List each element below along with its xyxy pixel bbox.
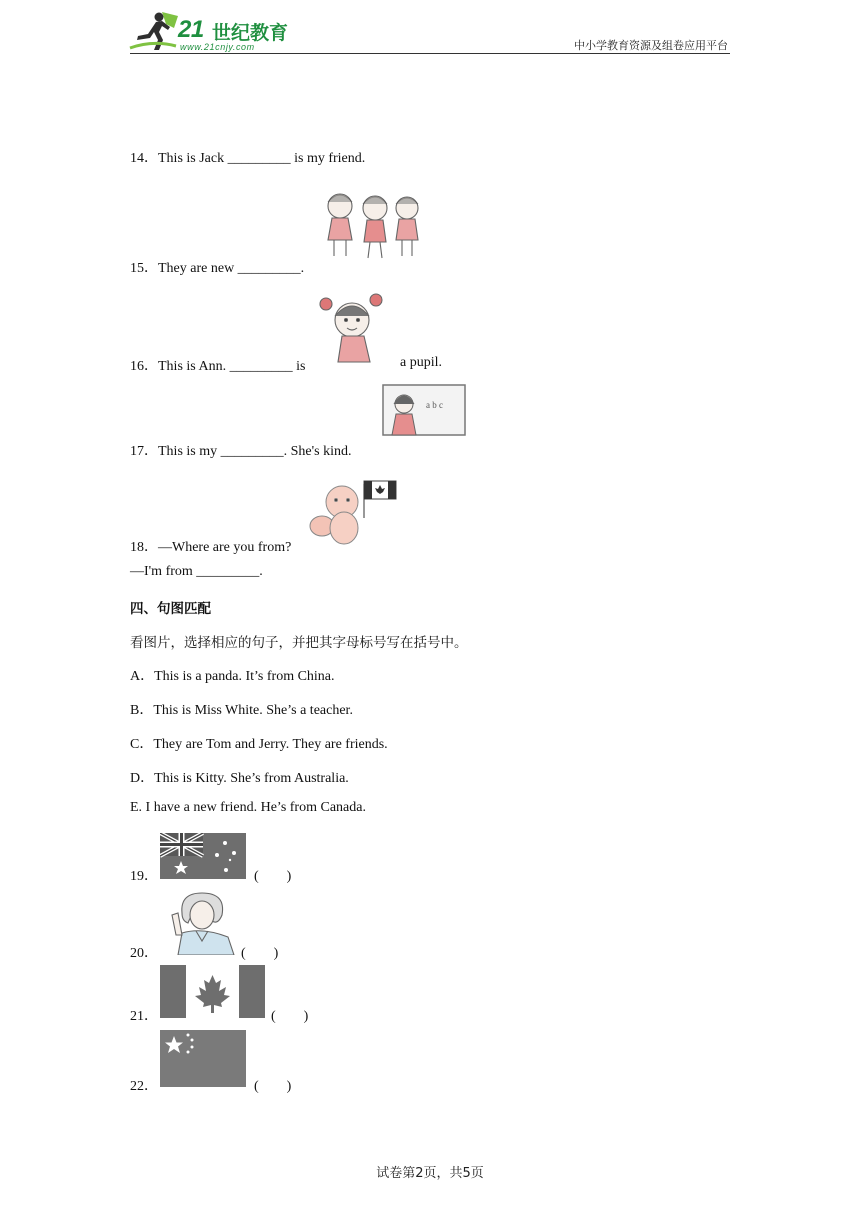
question-17 [130, 440, 351, 460]
item-20-number: 20． [130, 946, 158, 961]
item-21-number: 21． [130, 1009, 158, 1024]
svg-text:a b c: a b c [426, 400, 443, 410]
option-d: D．This is Kitty. She’s from Australia. [130, 771, 349, 786]
canada-flag-picture [160, 965, 265, 1018]
question-number: 15． [130, 261, 158, 276]
teacher-woman-picture [168, 891, 236, 955]
item-19-number: 19． [130, 869, 158, 884]
question-number: 17． [130, 444, 158, 459]
header-divider [130, 53, 730, 54]
question-18 [130, 536, 291, 556]
teacher-blackboard-picture [382, 384, 466, 437]
question-text: This is Ann. _________ is [158, 359, 306, 374]
question-text: They are new _________. [158, 261, 305, 276]
option-b: B．This is Miss White. She’s a teacher. [130, 703, 353, 718]
three-children-picture [322, 188, 424, 262]
question-15 [130, 257, 304, 277]
section-title: 四、句图匹配 [130, 601, 211, 617]
logo-url: www.21cnjy.com [180, 42, 255, 52]
site-logo [128, 10, 298, 54]
australia-flag-picture [160, 833, 246, 879]
platform-name: 中小学教育资源及组卷应用平台 [574, 39, 728, 52]
runner-logo-icon [128, 10, 178, 54]
item-19-answer-bracket[interactable]: ( ) [254, 869, 292, 884]
question-text: This is Jack _________ is my friend. [158, 151, 366, 166]
logo-chinese-name: 世纪教育 [212, 22, 289, 44]
item-22-answer-bracket[interactable]: ( ) [254, 1079, 292, 1094]
question-18-answer-line: —I'm from _________. [130, 564, 263, 579]
girl-picture [318, 292, 388, 364]
question-text: This is my _________. She's kind. [158, 444, 352, 459]
question-16 [130, 355, 305, 375]
question-number: 16． [130, 359, 158, 374]
item-22-number: 22． [130, 1079, 158, 1094]
option-c: C．They are Tom and Jerry. They are friends. [130, 737, 388, 752]
question-number: 18． [130, 540, 158, 555]
item-21-answer-bracket[interactable]: ( ) [271, 1009, 309, 1024]
page-footer: 试卷第2页，共5页 [376, 1166, 484, 1181]
question-16-continuation: a pupil. [400, 355, 442, 370]
question-number: 14． [130, 151, 158, 166]
item-20-answer-bracket[interactable]: ( ) [241, 946, 279, 961]
option-a: A．This is a panda. It’s from China. [130, 669, 335, 684]
question-text: —Where are you from? [158, 540, 292, 555]
section-instruction: 看图片，选择相应的句子，并把其字母标号写在括号中。 [130, 635, 468, 651]
beaver-canada-flag-picture [308, 478, 400, 546]
china-flag-picture [160, 1030, 246, 1087]
logo-number: 21 [178, 16, 204, 43]
option-e: E. I have a new friend. He’s from Canada. [130, 800, 366, 815]
question-14 [130, 147, 365, 167]
